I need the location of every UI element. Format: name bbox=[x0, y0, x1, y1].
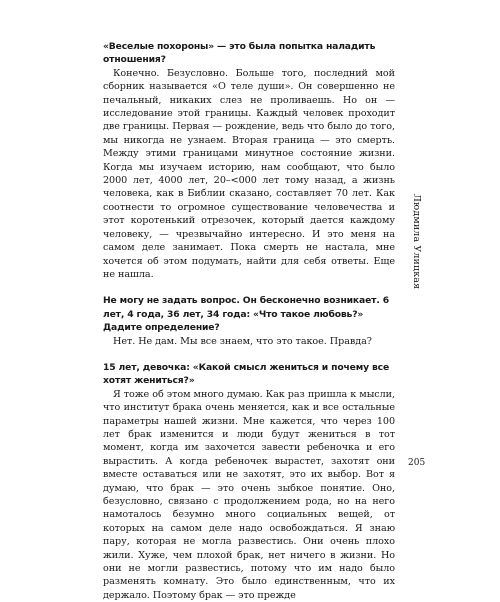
page-number: 205 bbox=[408, 458, 426, 468]
question-1: «Веселые похороны» — это была попытка наладить отношения? bbox=[103, 41, 376, 66]
paragraph-gap bbox=[103, 348, 395, 361]
running-header-author: Людмила Улицкая bbox=[411, 194, 422, 290]
answer-1: Конечно. Безусловно. Больше того, последний мой сборник называется «О теле души». Он совершенно не печальный, никаких слез не проливаешь. Но он — исследование этой границы. Каждый человек проходит две границы. Первая — рождение, ведь что было до того, мы никогда не узнаем. Вторая граница — это смерть. Между этими границами минутное состояние жизни. Когда мы изучаем историю, нам сообщают, что было 2000 лет, 4000 лет, 20–<000 лет тому назад, а жизнь человека, как в Библии сказано, составляет 70 лет. Как соотнести то огромное существование человечества и этот коротенький отрезочек, который дается каждому человеку, — чрезвычайно интересно. И это меня на самом деле занимает. Пока смерть не настала, мне хочется об этом подумать, найти для себя ответы. Еще не нашла. bbox=[103, 67, 395, 280]
interview-text bbox=[103, 40, 395, 602]
question-3: 15 лет, девочка: «Какой смысл жениться и почему все хотят жениться?» bbox=[103, 361, 390, 387]
question-2: Не могу не задать вопрос. Он бесконечно возникает. 6 лет, 4 года, 36 лет, 34 года: «Что такое любовь?» Дадите определение? bbox=[103, 295, 389, 334]
answer-3: Я тоже об этом много думаю. Как раз пришла к мысли, что институт брака очень меняется, как и все остальные параметры нашей жизни. Мне кажется, что через 100 лет брак изменится и люди будут жениться в тот момент, когда им захочется завести ребеночка и его вырастить. А когда ребеночек вырастет, захотят они вместе оставаться или не захотят, это их выбор. Вот я думаю, что брак — это очень зыбкое понятие. Оно, безусловно, связано с продолжением рода, но на него намоталось безумно много социальных вещей, от которых на самом деле надо освобождаться. Я знаю пару, которая не могла развестись. Они очень плохо жили. Хуже, чем плохой брак, нет ничего в жизни. Но они не могли развестись, потому что им надо было разменять комнату. Это было единственным, что их держало. Поэтому брак — это прежде bbox=[103, 388, 395, 601]
paragraph-gap bbox=[103, 281, 395, 294]
answer-2: Нет. Не дам. Мы все знаем, что это такое. Правда? bbox=[113, 335, 372, 347]
